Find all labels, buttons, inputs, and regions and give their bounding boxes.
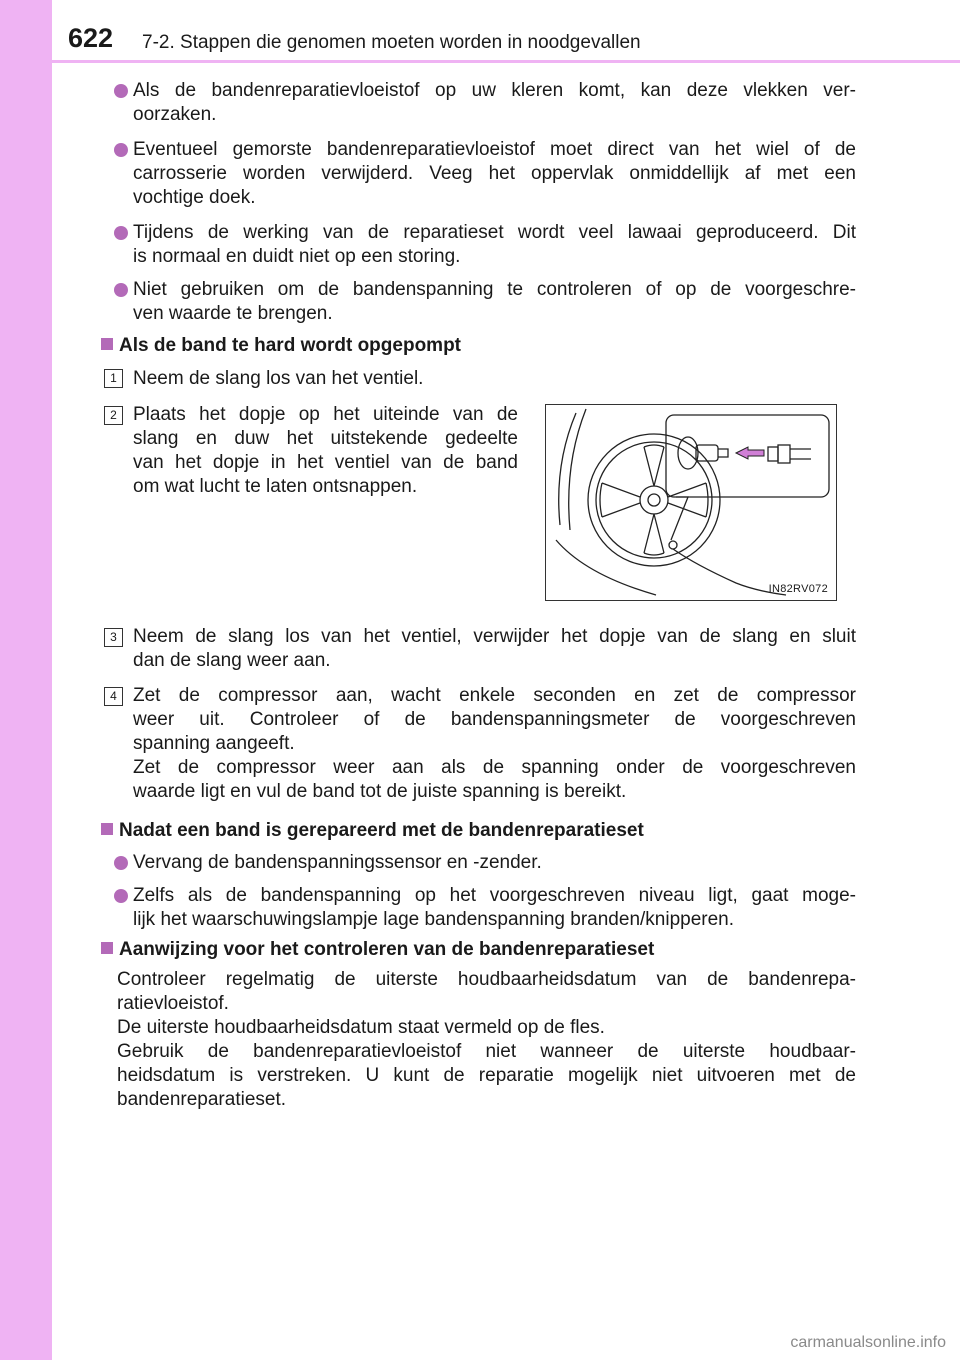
step-number-badge: 1 xyxy=(104,369,123,388)
step-text: Zet de compressor aan, wacht enkele seconden en zet de compressor weer uit. Controleer of de bandenspanningsmeter de voorgeschreven spanning aangeeft. Zet de compressor weer aan als de spanning onder de voorgeschreven waarde ligt en vul de band tot de juiste spanning is bereikt. xyxy=(133,685,856,802)
step-number-badge: 2 xyxy=(104,406,123,425)
section-heading: Als de band te hard wordt opgepompt xyxy=(101,334,461,358)
step-text: Neem de slang los van het ventiel, verwijder het dopje van de slang en sluit dan de slang weer aan. xyxy=(133,626,856,671)
step-number-badge: 4 xyxy=(104,687,123,706)
side-tab-bar xyxy=(0,0,52,1360)
square-bullet-icon xyxy=(101,823,113,835)
wheel-valve-drawing xyxy=(546,405,836,600)
step-text: Plaats het dopje op het uiteinde van de slang en duw het uitstekende gedeelte van het dopje in het ventiel van de band om wat lucht te laten ontsnappen. xyxy=(133,404,518,497)
bullet-dot-icon xyxy=(114,143,128,157)
bullet-dot-icon xyxy=(114,889,128,903)
section-heading: Aanwijzing voor het controleren van de bandenreparatieset xyxy=(101,938,654,962)
bullet-dot-icon xyxy=(114,283,128,297)
page-number: 622 xyxy=(68,23,114,53)
header-divider xyxy=(52,60,960,63)
tire-valve-illustration xyxy=(545,404,837,601)
chapter-title: 7-2. Stappen die genomen moeten worden in noodgevallen xyxy=(142,32,641,53)
square-bullet-icon xyxy=(101,338,113,350)
bullet-dot-icon xyxy=(114,84,128,98)
bullet-dot-icon xyxy=(114,856,128,870)
note-paragraph: Controleer regelmatig de uiterste houdbaarheidsdatum van de bandenrepa- ratievloeistof. De uiterste houdbaarheidsdatum staat vermeld op de fles. Gebruik de bandenreparatievloeistof niet wanneer de uiterste houdbaar- heidsdatum is verstreken. U kunt de reparatie mogelijk niet uitvoeren met de bandenreparatieset. xyxy=(117,969,856,1110)
step-text: Neem de slang los van het ventiel. xyxy=(133,368,424,389)
bullet-dot-icon xyxy=(114,226,128,240)
step-number-badge: 3 xyxy=(104,628,123,647)
watermark: carmanualsonline.info xyxy=(790,1334,946,1351)
section-heading: Nadat een band is gerepareerd met de bandenreparatieset xyxy=(101,819,644,843)
figure-code: IN82RV072 xyxy=(768,583,828,595)
square-bullet-icon xyxy=(101,942,113,954)
